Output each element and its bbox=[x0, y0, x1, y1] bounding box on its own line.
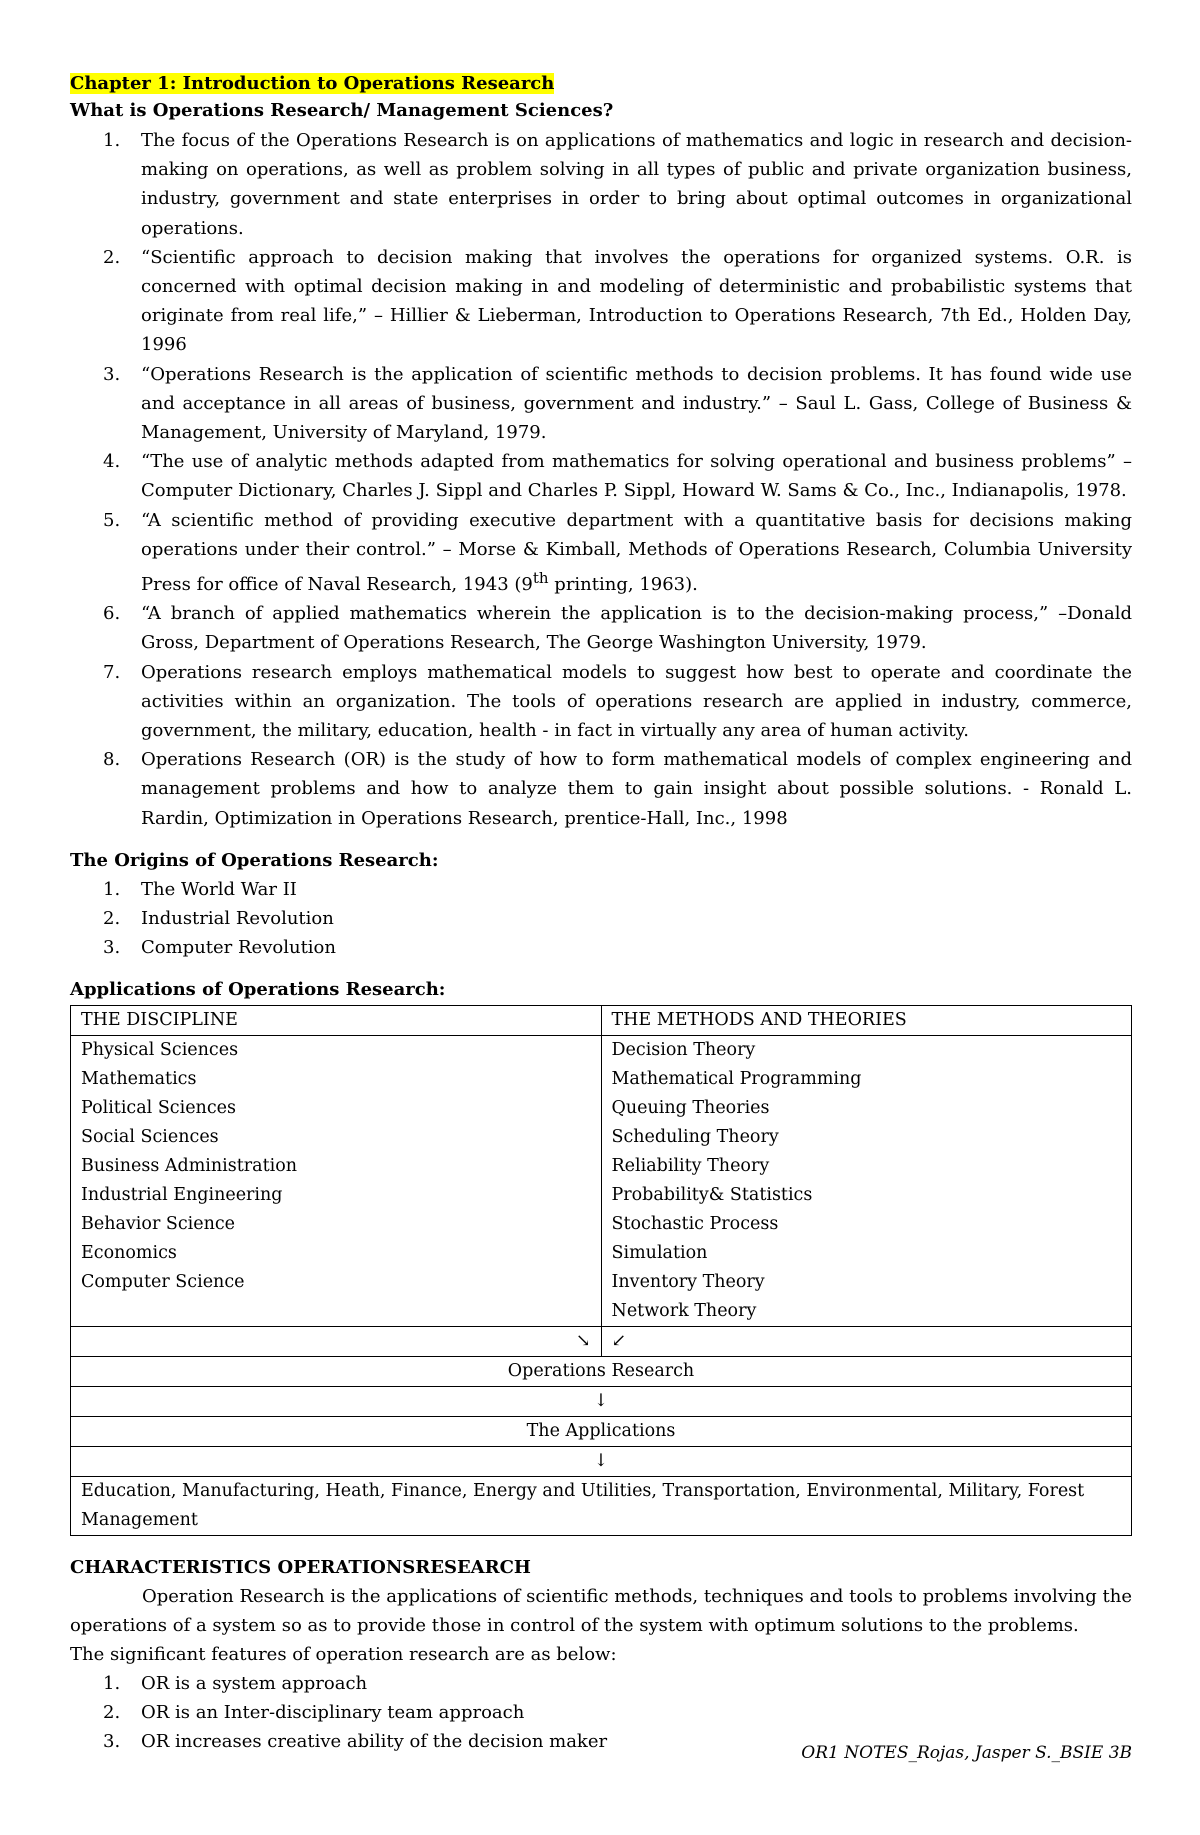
definition-text-end: printing, 1963). bbox=[548, 574, 698, 596]
applications-table bbox=[70, 1005, 1132, 1536]
definition-item bbox=[70, 599, 1132, 657]
method-item: Simulation bbox=[611, 1242, 708, 1263]
arrow-down-icon: ↓ bbox=[71, 1446, 1132, 1476]
discipline-item: Political Sciences bbox=[81, 1097, 236, 1118]
definition-item bbox=[70, 447, 1132, 505]
discipline-item: Behavior Science bbox=[81, 1213, 236, 1234]
discipline-item: Social Sciences bbox=[81, 1126, 219, 1147]
definitions-list bbox=[70, 126, 1132, 833]
discipline-item: Mathematics bbox=[81, 1068, 197, 1089]
table-row bbox=[71, 1446, 1132, 1476]
methods-header: THE METHODS AND THEORIES bbox=[601, 1005, 1132, 1035]
arrow-down-right-icon: ↘ bbox=[71, 1326, 602, 1356]
item-number: 5. bbox=[103, 509, 121, 531]
list-item bbox=[70, 1698, 1132, 1727]
application-list-cell: Education, Manufacturing, Heath, Finance, Energy and Utilities, Transportation, Environmental, Military, Forest Management bbox=[71, 1476, 1132, 1535]
origins-list bbox=[70, 875, 1132, 962]
document-page bbox=[70, 70, 1132, 1756]
definition-item bbox=[70, 506, 1132, 600]
item-number: 3. bbox=[103, 1730, 121, 1752]
definition-text: “The use of analytic methods adapted from mathematics for solving operational and business problems” – Computer Dictionary, Charles J. Sippl and Charles P. Sippl, Howard W. Sams & Co., Inc., Indianapolis, 1978. bbox=[141, 451, 1132, 502]
definition-item bbox=[70, 126, 1132, 243]
item-number: 2. bbox=[103, 1701, 121, 1723]
method-item: Probability& Statistics bbox=[611, 1184, 813, 1205]
item-text: Industrial Revolution bbox=[141, 907, 334, 929]
chapter-title: Chapter 1: Introduction to Operations Research bbox=[70, 73, 555, 94]
item-number: 1. bbox=[103, 1672, 121, 1694]
discipline-header: THE DISCIPLINE bbox=[71, 1005, 602, 1035]
table-header-row bbox=[71, 1005, 1132, 1035]
item-number: 2. bbox=[103, 246, 121, 268]
definition-text: Operations Research (OR) is the study of how to form mathematical models of complex engineering and management problems and how to analyze them to gain insight about possible solutions. - Ronald L. Rardin, Optimization in Operations Research, prentice-Hall, Inc., 1998 bbox=[141, 749, 1132, 829]
item-text: OR increases creative ability of the decision maker bbox=[141, 1730, 608, 1752]
table-row bbox=[71, 1035, 1132, 1326]
arrow-down-icon: ↓ bbox=[71, 1386, 1132, 1416]
methods-cell bbox=[601, 1035, 1132, 1326]
definition-item bbox=[70, 360, 1132, 448]
item-text: OR is an Inter-disciplinary team approach bbox=[141, 1701, 525, 1723]
table-row bbox=[71, 1476, 1132, 1535]
characteristics-heading: CHARACTERISTICS OPERATIONSRESEARCH bbox=[70, 1556, 531, 1578]
item-text: The World War II bbox=[141, 878, 297, 900]
definition-text: The focus of the Operations Research is on applications of mathematics and logic in research and decision-making on operations, as well as problem solving in all types of public and private organization business, industry, government and state enterprises in order to bring about optimal outcomes in organizational operations. bbox=[141, 130, 1132, 239]
origins-heading: The Origins of Operations Research: bbox=[70, 849, 439, 871]
definition-item bbox=[70, 243, 1132, 360]
definition-text: “A scientific method of providing executive department with a quantitative basis for decisions making operations under their control.” – Morse & Kimball, Methods of Operations Research, Columbia University Press for office of Naval Research, 1943 (9 bbox=[141, 509, 1132, 596]
definition-item bbox=[70, 658, 1132, 746]
method-item: Scheduling Theory bbox=[611, 1126, 779, 1147]
item-text: Computer Revolution bbox=[141, 936, 336, 958]
method-item: Stochastic Process bbox=[611, 1213, 779, 1234]
item-text: OR is a system approach bbox=[141, 1672, 368, 1694]
characteristics-paragraph: Operation Research is the applications of scientific methods, techniques and tools to problems involving the operations of a system so as to provide those in control of the system with optimum solutions to the problems. bbox=[70, 1585, 1132, 1636]
method-item: Inventory Theory bbox=[611, 1271, 765, 1292]
definition-text: Operations research employs mathematical models to suggest how best to operate and coordinate the activities within an organization. The tools of operations research are applied in industry, commerce, government, the military, education, health - in fact in virtually any area of human activity. bbox=[141, 661, 1132, 742]
definition-text: “Scientific approach to decision making that involves the operations for organized systems. O.R. is concerned with optimal decision making in and modeling of deterministic and probabilistic systems that originate from real life,” – Hillier & Lieberman, Introduction to Operations Research, 7th Ed., Holden Day, 1996 bbox=[141, 246, 1132, 356]
method-item: Queuing Theories bbox=[611, 1097, 770, 1118]
method-item: Decision Theory bbox=[611, 1039, 756, 1060]
applications-heading: Applications of Operations Research: bbox=[70, 978, 446, 1000]
definition-item bbox=[70, 745, 1132, 833]
operations-research-cell: Operations Research bbox=[71, 1356, 1132, 1386]
item-number: 1. bbox=[103, 130, 121, 151]
disciplines-cell bbox=[71, 1035, 602, 1326]
list-item bbox=[70, 933, 1132, 962]
list-item bbox=[70, 875, 1132, 904]
discipline-item: Physical Sciences bbox=[81, 1039, 239, 1060]
discipline-item: Business Administration bbox=[81, 1155, 298, 1176]
item-number: 4. bbox=[103, 451, 121, 473]
table-row bbox=[71, 1416, 1132, 1446]
table-row bbox=[71, 1356, 1132, 1386]
item-number: 1. bbox=[103, 878, 121, 900]
arrow-down-left-icon: ↙ bbox=[601, 1326, 1132, 1356]
discipline-item: Economics bbox=[81, 1242, 177, 1263]
discipline-item: Industrial Engineering bbox=[81, 1184, 283, 1205]
page-footer: OR1 NOTES_Rojas, Jasper S._BSIE 3B bbox=[801, 1743, 1132, 1763]
table-row bbox=[71, 1386, 1132, 1416]
item-number: 6. bbox=[103, 603, 121, 625]
list-item bbox=[70, 904, 1132, 933]
method-item: Network Theory bbox=[611, 1300, 757, 1321]
method-item: Mathematical Programming bbox=[611, 1068, 862, 1089]
method-item: Reliability Theory bbox=[611, 1155, 770, 1176]
item-number: 2. bbox=[103, 907, 121, 929]
item-number: 7. bbox=[103, 661, 121, 683]
item-number: 3. bbox=[103, 936, 121, 958]
table-row bbox=[71, 1326, 1132, 1356]
definition-text: “Operations Research is the application of scientific methods to decision problems. It has found wide use and acceptance in all areas of business, government and industry.” – Saul L. Gass, College of Business & Management, University of Maryland, 1979. bbox=[141, 363, 1132, 444]
discipline-item: Computer Science bbox=[81, 1271, 245, 1292]
superscript: th bbox=[532, 569, 549, 588]
what-is-heading: What is Operations Research/ Management Sciences? bbox=[70, 100, 614, 121]
item-number: 3. bbox=[103, 363, 121, 385]
item-number: 8. bbox=[103, 749, 121, 771]
definition-text: “A branch of applied mathematics wherein the application is to the decision-making process,” –Donald Gross, Department of Operations Research, The George Washington University, 1979. bbox=[141, 603, 1132, 654]
list-item bbox=[70, 1669, 1132, 1698]
the-applications-cell: The Applications bbox=[71, 1416, 1132, 1446]
features-intro: The significant features of operation research are as below: bbox=[70, 1643, 617, 1665]
